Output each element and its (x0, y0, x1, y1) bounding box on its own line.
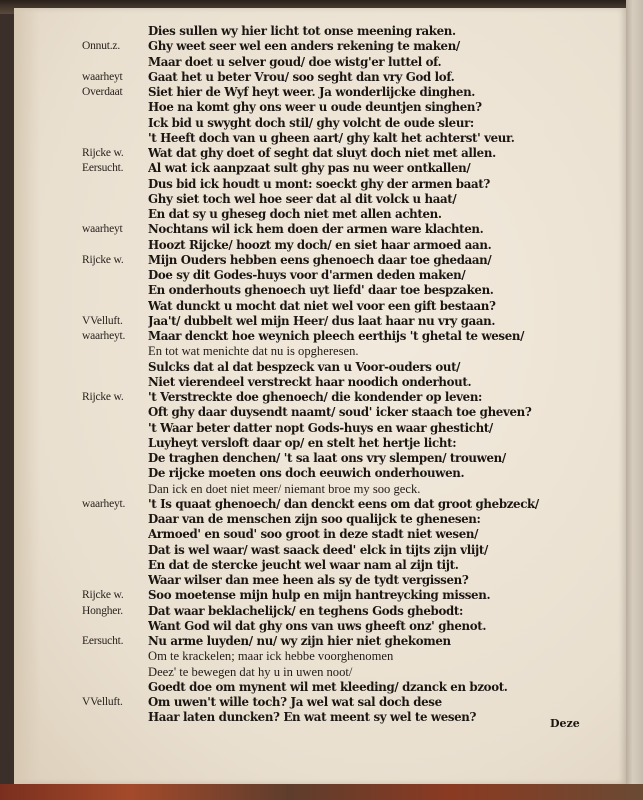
verse-text: Haar laten duncken? En wat meent sy wel te wesen? (148, 710, 477, 725)
verse-text: Wat dat ghy doet of seght dat sluyt doch niet met allen. (148, 146, 496, 160)
verse-text: Om te krackelen; maar ick hebbe voorghenomen (148, 649, 394, 664)
verse-text: Maar denckt hoe weynich pleech eerthijs 't ghetal te wesen/ (148, 329, 525, 343)
verse-text: Mijn Ouders hebben eens ghenoech daar toe ghedaan/ (148, 252, 492, 267)
verse-text: Dus bid ick houdt u mont: soeckt ghy der armen baat? (148, 176, 490, 191)
speaker-label: Rijcke w. (82, 147, 124, 159)
verse-text: Niet vierendeel verstreckt haar noodich onderhout. (148, 374, 472, 389)
speaker-label: VVelluft. (82, 696, 123, 708)
speaker-label: Overdaat (82, 86, 123, 98)
verse-text: Dat is wel waar/ wast saack deed' elck in tijts zijn vlijt/ (148, 542, 488, 557)
verse-text: Dan ick en doet niet meer/ niemant broe my soo geck. (148, 481, 421, 496)
verse-text: 't Verstreckte doe ghenoech/ die kondender op leven: (148, 390, 483, 404)
verse-text: Ghy siet toch wel hoe seer dat al dit volck u haat/ (148, 191, 457, 206)
verse-text: De traghen denchen/ 't sa laat ons vry slempen/ trouwen/ (148, 451, 506, 465)
verse-text: Hoozt Rijcke/ hoozt my doch/ en siet haar armoed aan. (148, 237, 492, 252)
verse-text: Siet hier de Wyf heyt weer. Ja wonderlijcke dinghen. (148, 85, 476, 99)
verse-text: Doe sy dit Godes-huys voor d'armen deden maken/ (148, 268, 466, 282)
verse-text: Luyheyt versloft daar op/ en stelt het hertje licht: (148, 435, 457, 450)
speaker-label: Rijcke w. (82, 253, 124, 266)
verse-text: Ick bid u swyght doch stil/ ghy volcht de oude sleur: (148, 115, 474, 130)
verse-text: Dies sullen wy hier licht tot onse meening raken. (148, 24, 456, 38)
verse-text: 't Heeft doch van u gheen aart/ ghy kalt het achterst' veur. (148, 130, 515, 145)
verse-text: Nochtans wil ick hem doen der armen ware klachten. (148, 222, 484, 237)
speaker-label: Hongher. (82, 604, 123, 617)
verse-text: Daar van de menschen zijn soo qualijck te ghenesen: (148, 512, 481, 526)
speaker-label: Rijcke w. (82, 391, 124, 403)
speaker-label: Eersucht. (82, 162, 124, 175)
verse-text: Goedt doe om mynent wil met kleeding/ dzanck en bzoot. (148, 679, 508, 694)
book-cover-edge (0, 784, 643, 800)
speaker-label: waarheyt (82, 223, 123, 236)
verse-text: De rijcke moeten ons doch eeuwich onderhouwen. (148, 466, 465, 481)
verse-line (14, 708, 626, 727)
verse-text: Want God wil dat ghy ons van uws gheeft onz' ghenot. (148, 618, 487, 633)
speaker-label: waarheyt (82, 70, 123, 83)
speaker-label: VVelluft. (82, 314, 123, 327)
verse-text: 't Waar beter datter nopt Gods-huys en waar ghesticht/ (148, 420, 493, 435)
book-page (14, 8, 626, 784)
verse-text: Gaat het u beter Vrou/ soo seght dan vry God lof. (148, 69, 455, 84)
verse-text: Armoed' en soud' soo groot in deze stadt niet wesen/ (148, 527, 479, 542)
speaker-label: waarheyt. (82, 497, 126, 510)
verse-text: Wat dunckt u mocht dat niet wel voor een gift bestaan? (148, 298, 496, 313)
speaker-label: Onnut.z. (82, 40, 121, 53)
verse-text: Hoe na komt ghy ons weer u oude deuntjen singhen? (148, 100, 482, 115)
speaker-label: Rijcke w. (82, 589, 124, 602)
verse-text: Maar doet u selver goud/ doe wistg'er luttel of. (148, 54, 442, 69)
verse-text: Waar wilser dan mee heen als sy de tydt vergissen? (148, 573, 469, 587)
catchword: Deze (550, 717, 580, 730)
verse-text: Om uwen't wille toch? Ja wel wat sal doch dese (148, 695, 442, 709)
verse-text: Dat waar beklachelijck/ en teghens Gods ghebodt: (148, 603, 463, 618)
verse-text: En dat de stercke jeucht wel waar nam al zijn tijt. (148, 557, 459, 572)
next-page-edge (626, 0, 643, 800)
verse-text: 't Is quaat ghenoech/ dan denckt eens om dat groot ghebzeck/ (148, 496, 539, 511)
verse-text: Sulcks dat al dat bespzeck van u Voor-ouders out/ (148, 359, 461, 374)
verse-text: Oft ghy daar duysendt naamt/ soud' icker staach toe gheven? (148, 405, 532, 420)
verse-text: Ghy weet seer wel een anders rekening te maken/ (148, 39, 460, 54)
speaker-label: waarheyt. (82, 330, 126, 342)
verse-text: Nu arme luyden/ nu/ wy zijn hier niet ghekomen (148, 634, 451, 648)
verse-text: En onderhouts ghenoech uyt liefd' daar toe bespzaken. (148, 283, 494, 298)
speaker-label: Eersucht. (82, 635, 124, 647)
verse-text: En tot wat menichte dat nu is opgheresen. (148, 344, 359, 359)
verse-text: En dat sy u gheseg doch niet met allen achten. (148, 207, 442, 221)
verse-text: Al wat ick aanpzaat sult ghy pas nu weer ontkallen/ (148, 161, 471, 176)
verse-text: Deez' te bewegen dat hy u in uwen noot/ (148, 664, 353, 679)
verse-text: Jaa't/ dubbelt wel mijn Heer/ dus laat haar nu vry gaan. (148, 313, 496, 328)
verse-text: Soo moetense mijn hulp en mijn hantreycking missen. (148, 588, 491, 603)
